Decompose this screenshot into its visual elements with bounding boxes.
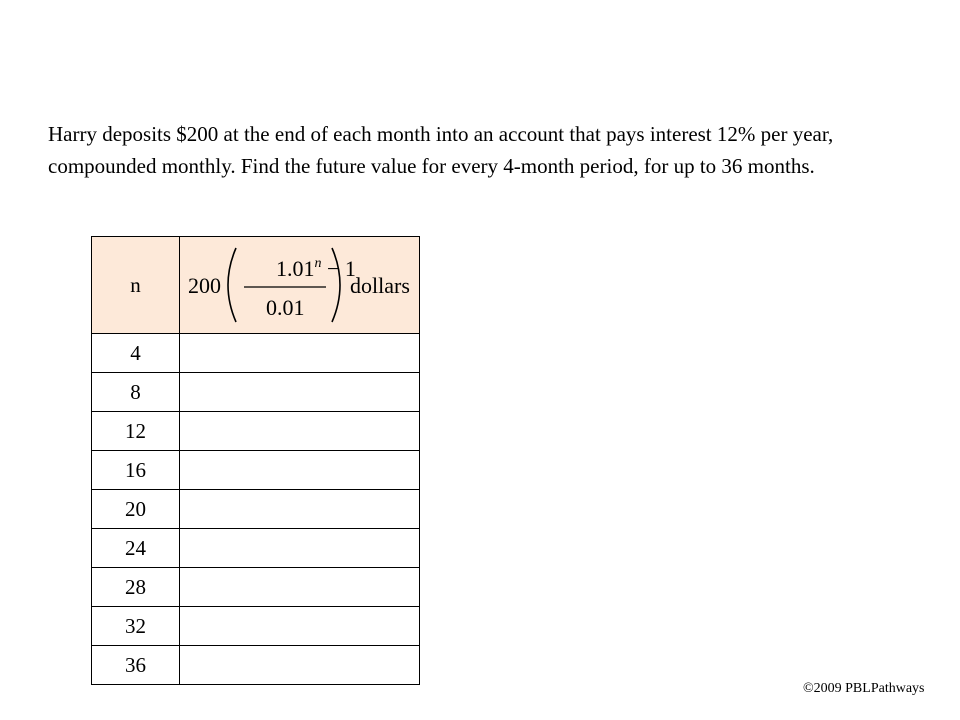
header-formula <box>180 237 420 334</box>
table-row <box>92 334 420 373</box>
row-n-cell: 12 <box>92 412 180 451</box>
row-n-cell: 8 <box>92 373 180 412</box>
table-row <box>92 373 420 412</box>
row-value-cell <box>180 529 420 568</box>
row-n-cell: 24 <box>92 529 180 568</box>
row-value-cell <box>180 334 420 373</box>
row-value-cell <box>180 412 420 451</box>
row-n-cell: 20 <box>92 490 180 529</box>
formula-denominator: 0.01 <box>265 295 304 320</box>
header-n: n <box>92 237 180 334</box>
table-row <box>92 646 420 685</box>
row-n-cell: 32 <box>92 607 180 646</box>
table-row <box>92 529 420 568</box>
problem-statement: Harry deposits $200 at the end of each month into an account that pays interest 12% per year, compounded monthly. Find the future value for every 4-month period, for up to 36 months. <box>48 122 834 178</box>
copyright-text: 2009 PBLPathways <box>813 681 925 696</box>
svg-text:1.01n − 1 <box>276 256 356 281</box>
row-n-cell: 28 <box>92 568 180 607</box>
row-n-cell: 16 <box>92 451 180 490</box>
row-value-cell <box>180 373 420 412</box>
table-row <box>92 451 420 490</box>
row-value-cell <box>180 451 420 490</box>
formula-exponent: n <box>314 256 321 271</box>
row-n-cell: 4 <box>92 334 180 373</box>
table-row <box>92 568 420 607</box>
row-value-cell <box>180 646 420 685</box>
row-value-cell <box>180 490 420 529</box>
future-value-table <box>91 236 420 685</box>
table-header-row <box>92 237 420 334</box>
formula-coefficient: 200 <box>187 273 221 298</box>
row-n-cell: 36 <box>92 646 180 685</box>
future-value-formula <box>184 240 416 330</box>
table-row <box>92 607 420 646</box>
table-row <box>92 412 420 451</box>
copyright-symbol: © <box>803 681 814 696</box>
formula-numerator-tail: − 1 <box>321 256 356 281</box>
formula-numerator-base: 1.01 <box>275 256 314 281</box>
formula-unit: dollars <box>349 273 410 298</box>
row-value-cell <box>180 568 420 607</box>
row-value-cell <box>180 607 420 646</box>
copyright-notice <box>803 681 924 697</box>
formula-left-paren <box>228 248 236 322</box>
table-row <box>92 490 420 529</box>
